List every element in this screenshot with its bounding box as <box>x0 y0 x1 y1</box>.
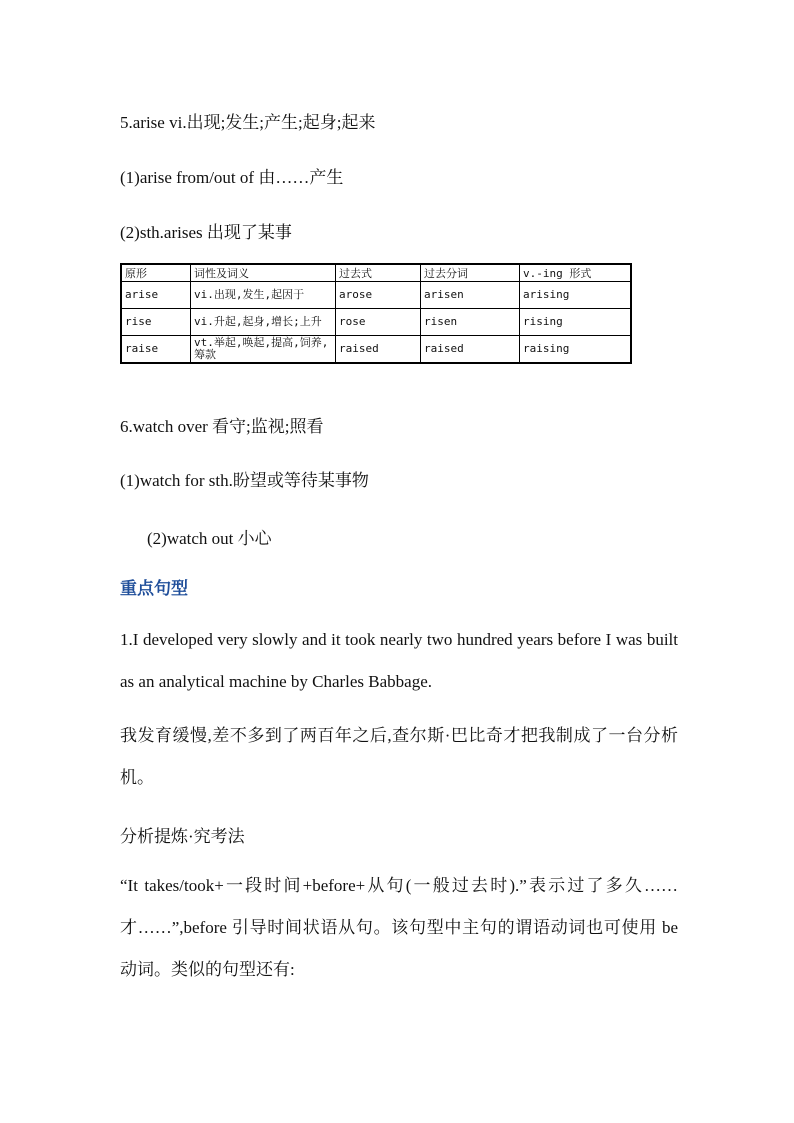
analysis-text: “It takes/took+一段时间+before+从句(一般过去时).”表示过了多久……才……”,before 引导时间状语从句。该句型中主句的谓语动词也可使用 be 动词。类似的句型还有: <box>120 876 678 979</box>
item6-sub2: (2)watch out 小心 <box>147 529 272 548</box>
table-cell: arisen <box>421 282 520 309</box>
table-row <box>121 309 631 336</box>
table-cell: arising <box>520 282 632 309</box>
table-cell: vt.举起,唤起,提高,饲养,筹款 <box>191 336 336 364</box>
item6-sub1: (1)watch for sth.盼望或等待某事物 <box>120 471 369 490</box>
table-cell: rising <box>520 309 632 336</box>
table-cell: vi.升起,起身,增长;上升 <box>191 309 336 336</box>
table-cell: rise <box>121 309 191 336</box>
table-row <box>121 336 631 364</box>
table-header-row <box>121 264 631 282</box>
analysis-label: 分析提炼·究考法 <box>120 827 245 846</box>
table-cell: raised <box>336 336 421 364</box>
item6-title: 6.watch over 看守;监视;照看 <box>120 417 324 436</box>
sentence-chinese: 我发育缓慢,差不多到了两百年之后,查尔斯·巴比奇才把我制成了一台分析机。 <box>120 726 678 787</box>
section-heading: 重点句型 <box>120 579 188 598</box>
table-cell: vi.出现,发生,起因于 <box>191 282 336 309</box>
table-cell: arise <box>121 282 191 309</box>
table-cell: rose <box>336 309 421 336</box>
table-cell: raised <box>421 336 520 364</box>
item5-title: 5.arise vi.出现;发生;产生;起身;起来 <box>120 113 376 132</box>
item5-sub1: (1)arise from/out of 由……产生 <box>120 168 344 187</box>
header-cell: v.-ing 形式 <box>520 264 632 282</box>
table-cell: raising <box>520 336 632 364</box>
header-cell: 过去分词 <box>421 264 520 282</box>
vocab-table <box>120 263 632 364</box>
header-cell: 词性及词义 <box>191 264 336 282</box>
sentence-english: 1.I developed very slowly and it took nearly two hundred years before I was built as an analytical machine by Charles Babbage. <box>120 630 678 691</box>
item5-sub2: (2)sth.arises 出现了某事 <box>120 223 292 242</box>
table-row <box>121 282 631 309</box>
table-cell: arose <box>336 282 421 309</box>
table-cell: raise <box>121 336 191 364</box>
header-cell: 过去式 <box>336 264 421 282</box>
table-cell: risen <box>421 309 520 336</box>
header-cell: 原形 <box>121 264 191 282</box>
